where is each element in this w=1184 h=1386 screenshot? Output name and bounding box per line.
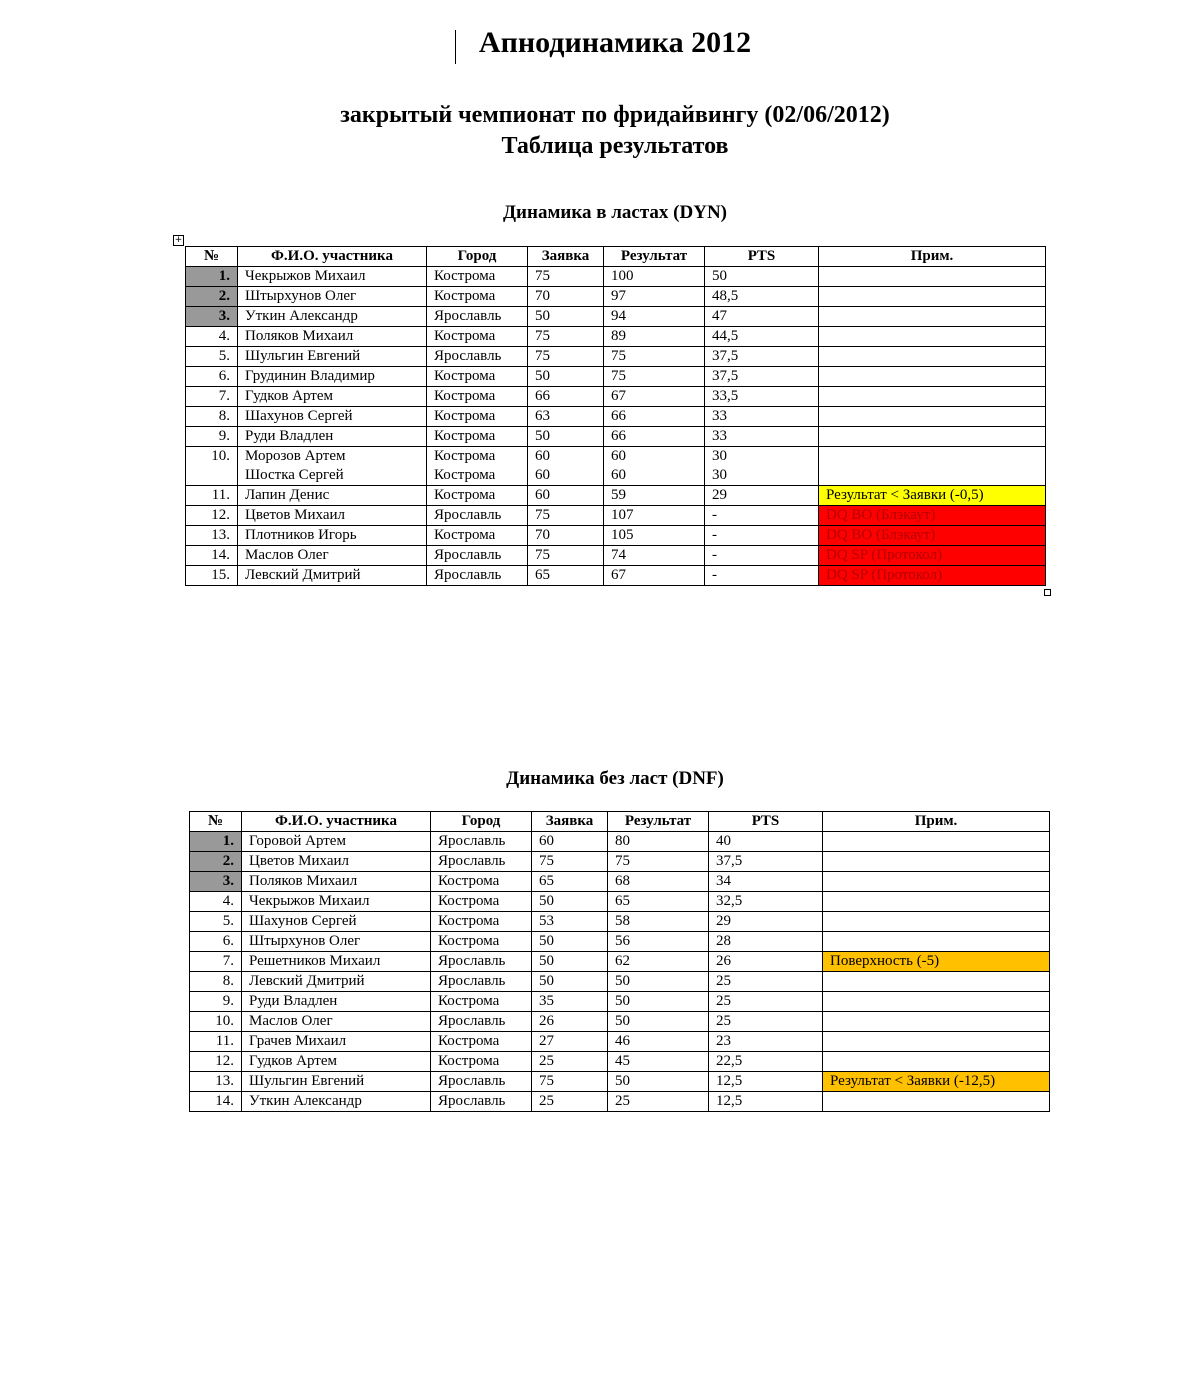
cell-pts: 34 (709, 872, 823, 892)
header-no: № (186, 247, 238, 267)
table-row (186, 307, 1046, 327)
table-row (186, 407, 1046, 427)
header-name: Ф.И.О. участника (242, 812, 431, 832)
cell-note (819, 347, 1046, 367)
table-row (190, 832, 1050, 852)
cell-no: 10. (190, 1012, 242, 1032)
cell-note (823, 1052, 1050, 1072)
table-row (186, 347, 1046, 367)
cell-name: Лапин Денис (238, 486, 427, 506)
cell-no: 4. (186, 327, 238, 347)
cell-note (823, 972, 1050, 992)
cell-result: 67 (604, 566, 705, 586)
cell-result: 50 (608, 992, 709, 1012)
cell-name: Цветов Михаил (242, 852, 431, 872)
subtitle-line-1: закрытый чемпионат по фридайвингу (02/06/2012) (340, 102, 890, 128)
cell-city: Кострома (427, 387, 528, 407)
cell-name: Руди Владлен (242, 992, 431, 1012)
table-row (190, 932, 1050, 952)
cell-pts: - (705, 526, 819, 546)
cell-result: 58 (608, 912, 709, 932)
cell-name: Цветов Михаил (238, 506, 427, 526)
header-note: Прим. (823, 812, 1050, 832)
cell-no: 4. (190, 892, 242, 912)
cell-name: Маслов Олег (242, 1012, 431, 1032)
cell-note (823, 872, 1050, 892)
dnf-results-table (189, 811, 1050, 1112)
cell-city: Ярославль (431, 972, 532, 992)
cell-no: 2. (190, 852, 242, 872)
cell-no: 7. (186, 387, 238, 407)
cell-declared: 70 (528, 287, 604, 307)
cell-city: Ярославль (431, 1012, 532, 1032)
cell-name: Шахунов Сергей (238, 407, 427, 427)
cell-result: 80 (608, 832, 709, 852)
cell-result: 89 (604, 327, 705, 347)
cell-name: Чекрыжов Михаил (238, 267, 427, 287)
cell-declared: 50 (532, 892, 608, 912)
cell-name: Уткин Александр (242, 1092, 431, 1112)
cell-result: 62 (608, 952, 709, 972)
table-row (186, 387, 1046, 407)
header-no: № (190, 812, 242, 832)
cell-declared: 50 (528, 367, 604, 387)
cell-pts: 33 (705, 427, 819, 447)
cell-note: DQ SP (Протокол) (819, 546, 1046, 566)
dyn-section-title: Динамика в ластах (DYN) (502, 202, 727, 223)
cell-note: Результат < Заявки (-0,5) (819, 486, 1046, 506)
cell-city: Кострома (427, 427, 528, 447)
cell-result: 97 (604, 287, 705, 307)
table-row (190, 952, 1050, 972)
cell-result: 25 (608, 1092, 709, 1112)
cell-pts: 44,5 (705, 327, 819, 347)
cell-result: 50 (608, 1012, 709, 1032)
header-city: Город (431, 812, 532, 832)
cell-result: 75 (608, 852, 709, 872)
cell-declared: 63 (528, 407, 604, 427)
cell-note (819, 447, 1046, 486)
cell-pts: 37,5 (705, 367, 819, 387)
cell-pts: 25 (709, 1012, 823, 1032)
cell-declared (528, 447, 604, 486)
cell-name: Руди Владлен (238, 427, 427, 447)
cell-declared: 27 (532, 1032, 608, 1052)
table-row (186, 506, 1046, 526)
cell-result: 45 (608, 1052, 709, 1072)
cell-result: 105 (604, 526, 705, 546)
cell-no: 5. (190, 912, 242, 932)
cell-pts: 37,5 (709, 852, 823, 872)
cell-pts: 33 (705, 407, 819, 427)
cell-no: 12. (186, 506, 238, 526)
cell-city: Ярославль (431, 1072, 532, 1092)
header-pts: PTS (705, 247, 819, 267)
cell-no: 8. (190, 972, 242, 992)
cell-result: 66 (604, 427, 705, 447)
cell-note (819, 287, 1046, 307)
cell-result: 56 (608, 932, 709, 952)
table-row (186, 427, 1046, 447)
table-row (190, 1092, 1050, 1112)
cell-note (823, 932, 1050, 952)
cell-result: 68 (608, 872, 709, 892)
cell-name: Шахунов Сергей (242, 912, 431, 932)
cell-name: Штырхунов Олег (238, 287, 427, 307)
table-row (186, 486, 1046, 506)
cell-name: Шульгин Евгений (242, 1072, 431, 1092)
table-row (190, 852, 1050, 872)
table-row (186, 526, 1046, 546)
cell-pts: 25 (709, 972, 823, 992)
cell-name: Чекрыжов Михаил (242, 892, 431, 912)
cell-note (823, 912, 1050, 932)
header-declared: Заявка (528, 247, 604, 267)
cell-declared: 60 (532, 832, 608, 852)
cell-note (823, 852, 1050, 872)
cell-pts (705, 447, 819, 486)
cell-declared: 50 (532, 952, 608, 972)
cell-declared: 25 (532, 1052, 608, 1072)
cell-declared: 75 (528, 267, 604, 287)
cell-result: 107 (604, 506, 705, 526)
cell-pts: 12,5 (709, 1072, 823, 1092)
cell-name: Грудинин Владимир (238, 367, 427, 387)
cell-declared: 50 (532, 972, 608, 992)
cell-no: 10. (186, 447, 238, 486)
cell-pts: 25 (709, 992, 823, 1012)
cell-city: Кострома (431, 992, 532, 1012)
cell-pts: - (705, 566, 819, 586)
cell-result: 75 (604, 347, 705, 367)
table-row (186, 367, 1046, 387)
cell-name: Левский Дмитрий (238, 566, 427, 586)
cell-city: Кострома (431, 912, 532, 932)
cell-declared: 75 (532, 1072, 608, 1092)
cell-no: 8. (186, 407, 238, 427)
table-row (190, 872, 1050, 892)
cell-no: 9. (186, 427, 238, 447)
table-row (186, 447, 1046, 486)
cell-note (823, 1012, 1050, 1032)
cell-declared: 50 (528, 427, 604, 447)
cell-name: Грачев Михаил (242, 1032, 431, 1052)
cell-pts: 23 (709, 1032, 823, 1052)
cell-name: Маслов Олег (238, 546, 427, 566)
cell-result: 65 (608, 892, 709, 912)
cell-note (819, 327, 1046, 347)
cell-declared-line-2: 60 (535, 467, 550, 483)
cell-result: 59 (604, 486, 705, 506)
cell-name: Решетников Михаил (242, 952, 431, 972)
header-result: Результат (604, 247, 705, 267)
cell-result: 100 (604, 267, 705, 287)
cell-result: 67 (604, 387, 705, 407)
cell-name: Поляков Михаил (242, 872, 431, 892)
cell-name-line-1: Морозов Артем (245, 448, 346, 464)
table-row (190, 1012, 1050, 1032)
cell-city: Ярославль (431, 852, 532, 872)
table-row (190, 1052, 1050, 1072)
cell-name: Горовой Артем (242, 832, 431, 852)
cell-city: Кострома (427, 327, 528, 347)
header-note: Прим. (819, 247, 1046, 267)
cell-declared: 65 (528, 566, 604, 586)
cell-result-line-1: 60 (611, 448, 626, 464)
cell-city: Ярославль (427, 506, 528, 526)
cell-no: 11. (186, 486, 238, 506)
cell-pts: 48,5 (705, 287, 819, 307)
cell-no: 2. (186, 287, 238, 307)
cell-no: 6. (186, 367, 238, 387)
cell-pts: 47 (705, 307, 819, 327)
table-row (190, 972, 1050, 992)
cell-note (823, 1092, 1050, 1112)
document-subtitle (0, 100, 1184, 162)
cell-no: 3. (186, 307, 238, 327)
cell-name: Плотников Игорь (238, 526, 427, 546)
cell-no: 7. (190, 952, 242, 972)
cell-declared: 75 (528, 506, 604, 526)
table-row (190, 992, 1050, 1012)
cell-declared: 50 (532, 932, 608, 952)
cell-city (427, 447, 528, 486)
table-move-handle-icon[interactable]: + (174, 235, 183, 245)
cell-declared: 50 (528, 307, 604, 327)
cell-city: Кострома (431, 932, 532, 952)
table-row (186, 267, 1046, 287)
cell-name (238, 447, 427, 486)
cell-pts: 37,5 (705, 347, 819, 367)
cell-note (819, 307, 1046, 327)
cell-result: 75 (604, 367, 705, 387)
cell-note: DQ SP (Протокол) (819, 566, 1046, 586)
cell-result: 94 (604, 307, 705, 327)
cell-note: Результат < Заявки (-12,5) (823, 1072, 1050, 1092)
cell-city: Кострома (427, 526, 528, 546)
cell-pts: 12,5 (709, 1092, 823, 1112)
cell-result-line-2: 60 (611, 467, 626, 483)
cell-name: Гудков Артем (242, 1052, 431, 1072)
table-row (186, 327, 1046, 347)
cell-note (819, 267, 1046, 287)
cell-pts: 33,5 (705, 387, 819, 407)
cell-declared: 25 (532, 1092, 608, 1112)
cell-city: Кострома (431, 1052, 532, 1072)
cell-result (604, 447, 705, 486)
cell-note (819, 427, 1046, 447)
cell-city: Ярославль (427, 307, 528, 327)
table-resize-handle[interactable] (1044, 589, 1051, 596)
cell-no: 12. (190, 1052, 242, 1072)
cell-city: Ярославль (431, 1092, 532, 1112)
cell-no: 6. (190, 932, 242, 952)
table-row (190, 892, 1050, 912)
cell-pts-line-2: 30 (712, 467, 727, 483)
cell-pts: 40 (709, 832, 823, 852)
cell-note (819, 367, 1046, 387)
cell-result: 74 (604, 546, 705, 566)
table-row (186, 287, 1046, 307)
table-header-row (190, 812, 1050, 832)
cell-note (823, 992, 1050, 1012)
cell-city: Ярославль (431, 832, 532, 852)
cell-note: Поверхность (-5) (823, 952, 1050, 972)
cell-name: Левский Дмитрий (242, 972, 431, 992)
cell-declared: 75 (528, 546, 604, 566)
table-row (186, 566, 1046, 586)
cell-note (823, 892, 1050, 912)
cell-no: 13. (190, 1072, 242, 1092)
table-header-row (186, 247, 1046, 267)
header-declared: Заявка (532, 812, 608, 832)
cell-city: Кострома (431, 872, 532, 892)
document-title: Апнодинамика 2012 (478, 26, 752, 59)
cell-no: 9. (190, 992, 242, 1012)
cell-no: 1. (186, 267, 238, 287)
cell-city: Кострома (427, 367, 528, 387)
cell-pts: 32,5 (709, 892, 823, 912)
cell-pts: - (705, 506, 819, 526)
cell-declared-line-1: 60 (535, 448, 550, 464)
cell-city: Кострома (427, 407, 528, 427)
cell-name: Уткин Александр (238, 307, 427, 327)
cell-city: Кострома (431, 1032, 532, 1052)
cell-pts: 28 (709, 932, 823, 952)
cell-declared: 53 (532, 912, 608, 932)
cell-pts: - (705, 546, 819, 566)
table-row (190, 1072, 1050, 1092)
cell-name: Поляков Михаил (238, 327, 427, 347)
table-row (186, 546, 1046, 566)
cell-city: Ярославль (427, 566, 528, 586)
cell-pts: 22,5 (709, 1052, 823, 1072)
cell-pts: 50 (705, 267, 819, 287)
cell-city: Ярославль (431, 952, 532, 972)
cell-city: Ярославль (427, 546, 528, 566)
cell-note (823, 1032, 1050, 1052)
cell-declared: 26 (532, 1012, 608, 1032)
cell-note: DQ BO (Блэкаут) (819, 506, 1046, 526)
table-row (190, 1032, 1050, 1052)
cell-name: Штырхунов Олег (242, 932, 431, 952)
subtitle-line-2: Таблица результатов (501, 133, 729, 159)
header-result: Результат (608, 812, 709, 832)
cell-result: 50 (608, 1072, 709, 1092)
cell-result: 50 (608, 972, 709, 992)
cell-city: Кострома (427, 267, 528, 287)
cell-no: 11. (190, 1032, 242, 1052)
cell-no: 5. (186, 347, 238, 367)
cell-city: Кострома (427, 287, 528, 307)
cell-no: 15. (186, 566, 238, 586)
cell-note (819, 407, 1046, 427)
cell-pts-line-1: 30 (712, 448, 727, 464)
cell-no: 1. (190, 832, 242, 852)
header-name: Ф.И.О. участника (238, 247, 427, 267)
cell-name: Шульгин Евгений (238, 347, 427, 367)
cell-no: 13. (186, 526, 238, 546)
cell-declared: 35 (532, 992, 608, 1012)
cell-pts: 29 (705, 486, 819, 506)
cell-name: Гудков Артем (238, 387, 427, 407)
cell-city-line-2: Кострома (434, 467, 496, 483)
cell-declared: 75 (528, 347, 604, 367)
cell-name-line-2: Шостка Сергей (245, 467, 344, 483)
cell-pts: 29 (709, 912, 823, 932)
cell-no: 14. (186, 546, 238, 566)
cell-city: Кострома (427, 486, 528, 506)
header-city: Город (427, 247, 528, 267)
dnf-section-title: Динамика без ласт (DNF) (506, 768, 724, 789)
cell-pts: 26 (709, 952, 823, 972)
table-row (190, 912, 1050, 932)
cell-city-line-1: Кострома (434, 448, 496, 464)
cell-note (819, 387, 1046, 407)
cell-result: 66 (604, 407, 705, 427)
header-pts: PTS (709, 812, 823, 832)
cell-note: DQ BO (Блэкаут) (819, 526, 1046, 546)
cell-declared: 70 (528, 526, 604, 546)
cell-result: 46 (608, 1032, 709, 1052)
cell-declared: 75 (528, 327, 604, 347)
cell-city: Ярославль (427, 347, 528, 367)
cell-declared: 66 (528, 387, 604, 407)
cell-declared: 65 (532, 872, 608, 892)
dyn-results-table (185, 246, 1046, 586)
cell-declared: 60 (528, 486, 604, 506)
cell-city: Кострома (431, 892, 532, 912)
cell-declared: 75 (532, 852, 608, 872)
cell-no: 14. (190, 1092, 242, 1112)
cell-note (823, 832, 1050, 852)
cell-no: 3. (190, 872, 242, 892)
